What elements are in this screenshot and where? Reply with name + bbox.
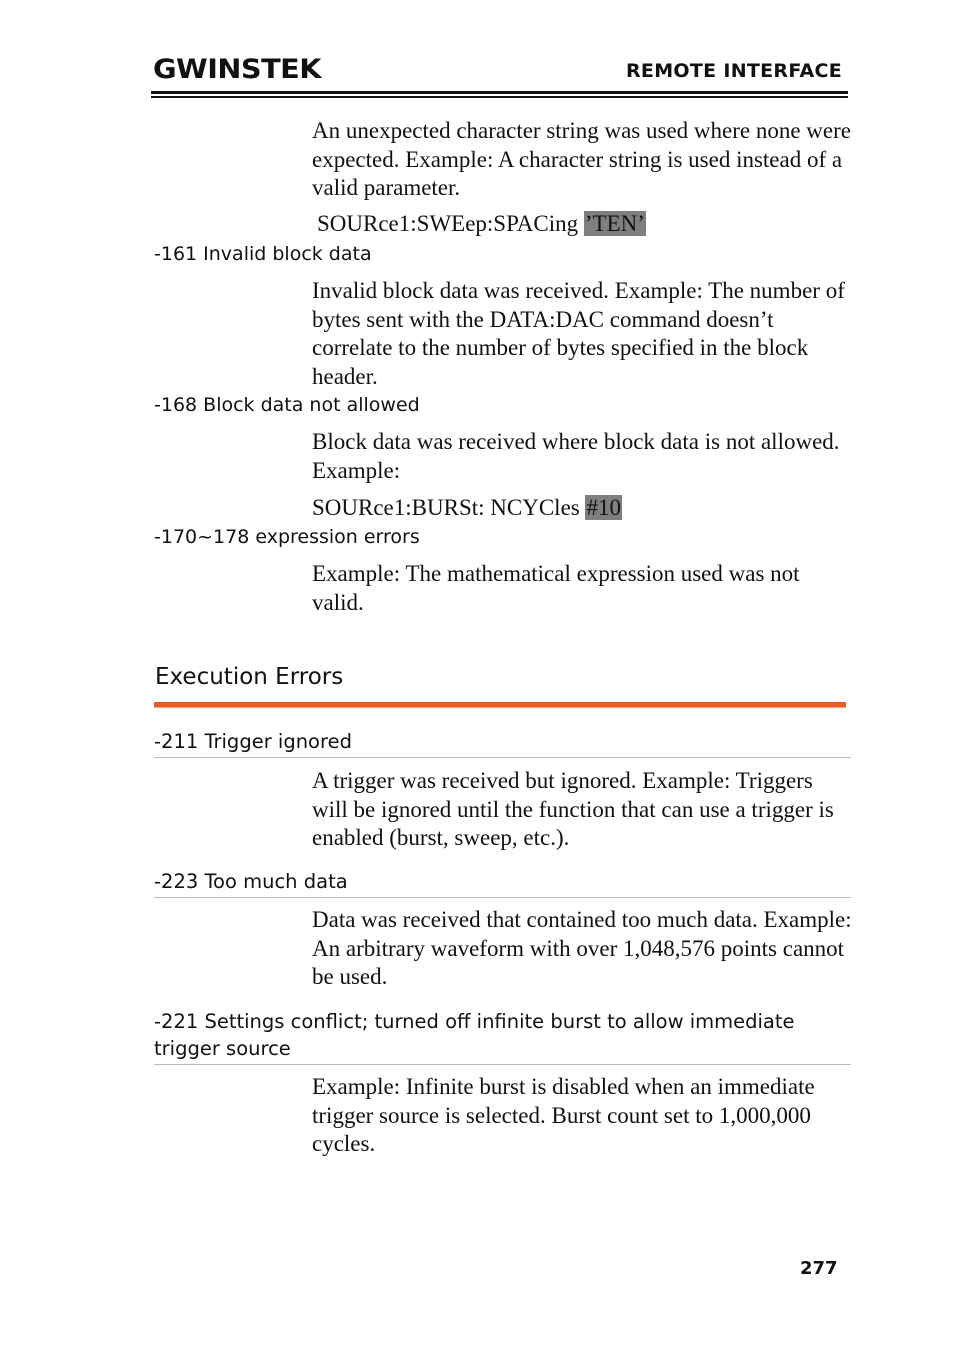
code-text: SOURce1:BURSt: NCYCles (312, 495, 586, 520)
error-description-168: Block data was received where block data is not allowed. Example: (312, 429, 840, 483)
error-label-161: -161 Invalid block data (154, 243, 372, 265)
code-text: SOURce1:SWEep:SPACing (317, 211, 584, 236)
error-description-211: A trigger was received but ignored. Example: Triggers will be ignored until the function that can use a trigger is enabled (burst, sweep, etc.). (312, 768, 834, 850)
svg-text:GWINSTEK: GWINSTEK (153, 54, 323, 82)
heading-underline (154, 1064, 851, 1065)
header-rule-thin (151, 96, 848, 98)
code-highlight: ’TEN’ (584, 211, 645, 236)
error-heading-223: -223 Too much data (154, 870, 348, 893)
intro-code-example (317, 210, 646, 238)
heading-underline (154, 757, 851, 758)
error-description-170-178: Example: The mathematical expression used was not valid. (312, 561, 800, 615)
error-label-168: -168 Block data not allowed (154, 394, 420, 416)
running-header-section: REMOTE INTERFACE (626, 60, 842, 82)
error-label-170-178: -170~178 expression errors (154, 526, 420, 548)
section-heading-execution-errors: Execution Errors (155, 664, 344, 690)
code-highlight: #10 (586, 495, 621, 520)
error-description-221: Example: Infinite burst is disabled when an immediate trigger source is selected. Burst count set to 1,000,000 cycles. (312, 1074, 815, 1156)
error-code-example-168 (312, 494, 622, 522)
page-number: 277 (800, 1258, 838, 1279)
heading-underline (154, 897, 851, 898)
gw-instek-logo (153, 54, 323, 82)
error-heading-221: -221 Settings conflict; turned off infinite burst to allow immediate trigger source (154, 1010, 795, 1060)
header-rule-thick (151, 91, 848, 94)
section-heading-rule (154, 702, 846, 707)
error-heading-211: -211 Trigger ignored (154, 730, 352, 753)
error-description-223: Data was received that contained too much data. Example: An arbitrary waveform with over 1,048,576 points cannot be used. (312, 907, 852, 989)
error-description-161: Invalid block data was received. Example: The number of bytes sent with the DATA:DAC command doesn’t correlate to the number of bytes specified in the block header. (312, 278, 845, 389)
intro-paragraph: An unexpected character string was used where none were expected. Example: A character string is used instead of a valid parameter. (312, 118, 851, 200)
